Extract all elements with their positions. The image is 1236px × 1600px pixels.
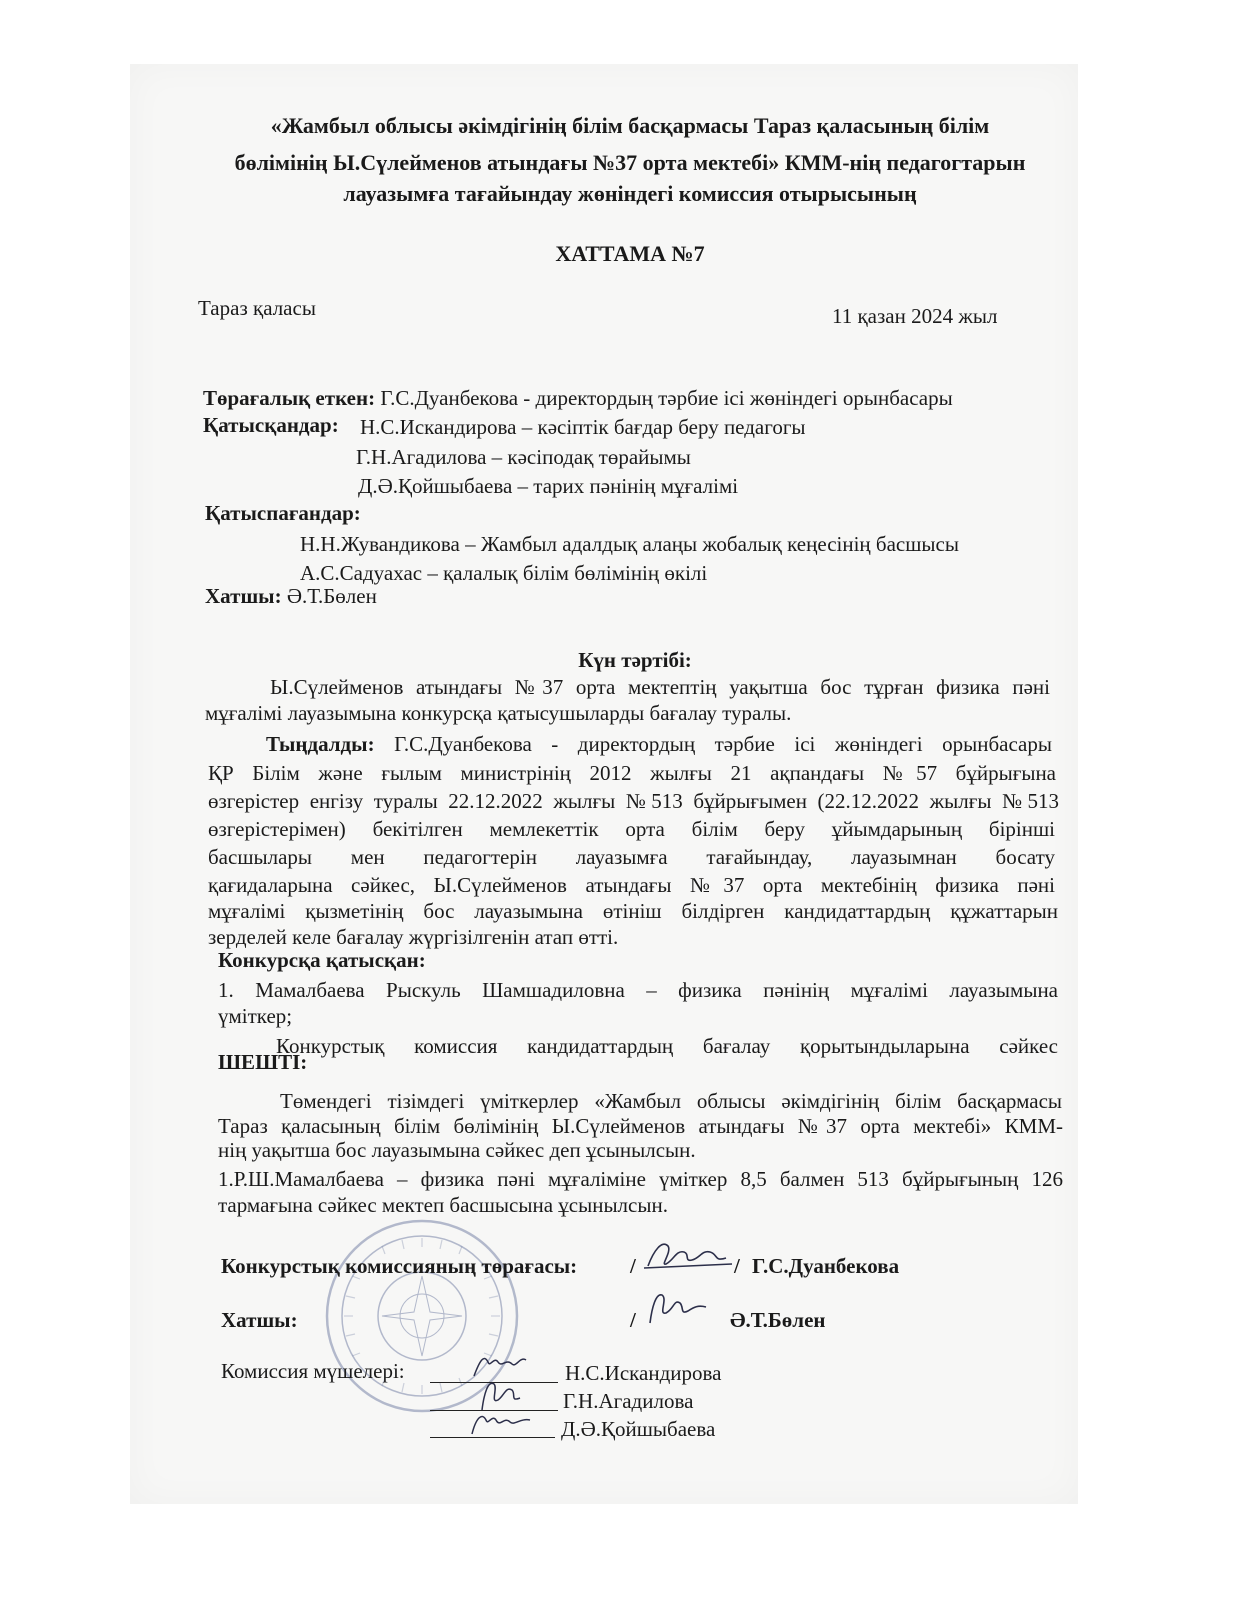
- header-line-1: «Жамбыл облысы әкімдігінің білім басқармасы Тараз қаласының білім: [270, 113, 990, 138]
- secretary-line: [205, 583, 377, 609]
- heard-line: өзгерістер енгізу туралы 22.12.2022 жылғы №513 бұйрығымен (22.12.2022 жылғы №513: [208, 789, 1059, 813]
- agenda-line: Ы.Сүлейменов атындағы №37 орта мектептің уақытша бос тұрған физика пәні: [270, 675, 1050, 699]
- secretary-text: Ә.Т.Бөлен: [281, 584, 377, 608]
- slash: /: [630, 1254, 636, 1278]
- member-name: Д.Ә.Қойшыбаева: [561, 1417, 716, 1441]
- member-name: Н.С.Искандирова: [565, 1361, 722, 1385]
- heard-line: ҚР Білім және ғылым министрінің 2012 жылғы 21 ақпандағы №57 бұйрығына: [208, 761, 1056, 785]
- chair-sign-label: Конкурстық комиссияның төрағасы:: [221, 1254, 578, 1278]
- decision-line: тармағына сәйкес мектеп басшысына ұсынылсын.: [218, 1193, 668, 1217]
- heard-label: Тыңдалды:: [266, 732, 375, 756]
- heard-line: өзгерістерімен) бекітілген мемлекеттік орта білім беру ұйымдарының бірінші: [208, 817, 1055, 841]
- heard-line: зерделей келе бағалау жүргізілгенін атап өтті.: [208, 925, 619, 949]
- participant-line: 1. Мамалбаева Рыскуль Шамшадиловна – физика пәнінің мұғалімі лауазымына: [218, 978, 1058, 1002]
- participant-line: үміткер;: [218, 1004, 293, 1028]
- heard-first-line: [266, 731, 1052, 757]
- commission-line: Конкурстық комиссия кандидаттардың бағалау қорытындыларына сәйкес: [276, 1034, 1058, 1058]
- document-title: ХАТТАМА №7: [555, 241, 705, 266]
- heard-first: Г.С.Дуанбекова - директордың тәрбие ісі жөніндегі орынбасары: [374, 732, 1052, 756]
- decision-line: нің уақытша бос лауазымына сәйкес деп ұсынылсын.: [218, 1138, 696, 1162]
- absent-label: Қатыспағандар:: [205, 501, 361, 525]
- slash: /: [630, 1308, 636, 1332]
- secretary-sign-name: Ә.Т.Бөлен: [730, 1308, 826, 1332]
- participants-label: Конкурсқа қатысқан:: [218, 948, 426, 972]
- decision-label: ШЕШТІ:: [218, 1050, 308, 1074]
- present-item: Г.Н.Агадилова – кәсіподақ төрайымы: [356, 445, 691, 469]
- decision-line: Тараз қаласының білім бөлімінің Ы.Сүлейменов атындағы №37 орта мектебі» КММ-: [218, 1114, 1063, 1138]
- chair-line: [203, 385, 953, 411]
- present-item: Н.С.Искандирова – кәсіптік бағдар беру педагогы: [360, 415, 806, 439]
- decision-line: 1.Р.Ш.Мамалбаева – физика пәні мұғаліміне үміткер 8,5 балмен 513 бұйрығының 126: [218, 1167, 1063, 1191]
- decision-line: Төмендегі тізімдегі үміткерлер «Жамбыл облысы әкімдігінің білім басқармасы: [280, 1089, 1062, 1113]
- member-signature: [466, 1404, 536, 1442]
- heard-line: қағидаларына сәйкес, Ы.Сүлейменов атындағы №37 орта мектебінің физика пәні: [208, 873, 1055, 897]
- present-label: Қатысқандар:: [203, 413, 339, 437]
- members-label: Комиссия мүшелері:: [221, 1359, 405, 1383]
- chair-signature: [640, 1232, 736, 1276]
- heard-line: мұғалімі қызметінің бос лауазымына өтініш білдірген кандидаттардың құжаттарын: [208, 899, 1058, 923]
- chair-label: Төрағалық еткен:: [203, 386, 376, 410]
- place: Тараз қаласы: [198, 296, 316, 320]
- header-line-2: бөлімінің Ы.Сүлейменов атындағы №37 орта мектебі» КММ-нің педагогтарын: [234, 150, 1026, 175]
- member-name: Г.Н.Агадилова: [563, 1389, 694, 1413]
- heard-line: басшылары мен педагогтерін лауазымға тағайындау, лауазымнан босату: [208, 845, 1055, 869]
- chair-text: Г.С.Дуанбекова - директордың тәрбие ісі жөніндегі орынбасары: [375, 386, 953, 410]
- absent-item: А.С.Садуахас – қалалық білім бөлімінің өкілі: [300, 561, 708, 585]
- date: 11 қазан 2024 жыл: [832, 304, 998, 328]
- present-item: Д.Ә.Қойшыбаева – тарих пәнінің мұғалімі: [358, 474, 739, 498]
- agenda-line: мұғалімі лауазымына конкурсқа қатысушыларды бағалау туралы.: [205, 701, 792, 725]
- slash: /: [734, 1254, 740, 1278]
- agenda-heading: Күн тәртібі:: [578, 648, 692, 672]
- secretary-signature: [640, 1285, 710, 1329]
- absent-item: Н.Н.Жувандикова – Жамбыл адалдық алаңы жобалық кеңесінің басшысы: [300, 532, 959, 556]
- chair-sign-name: Г.С.Дуанбекова: [752, 1254, 900, 1278]
- secretary-sign-label: Хатшы:: [221, 1308, 298, 1332]
- secretary-label: Хатшы:: [205, 584, 282, 608]
- header-line-3: лауазымға тағайындау жөніндегі комиссия отырысының: [343, 181, 917, 206]
